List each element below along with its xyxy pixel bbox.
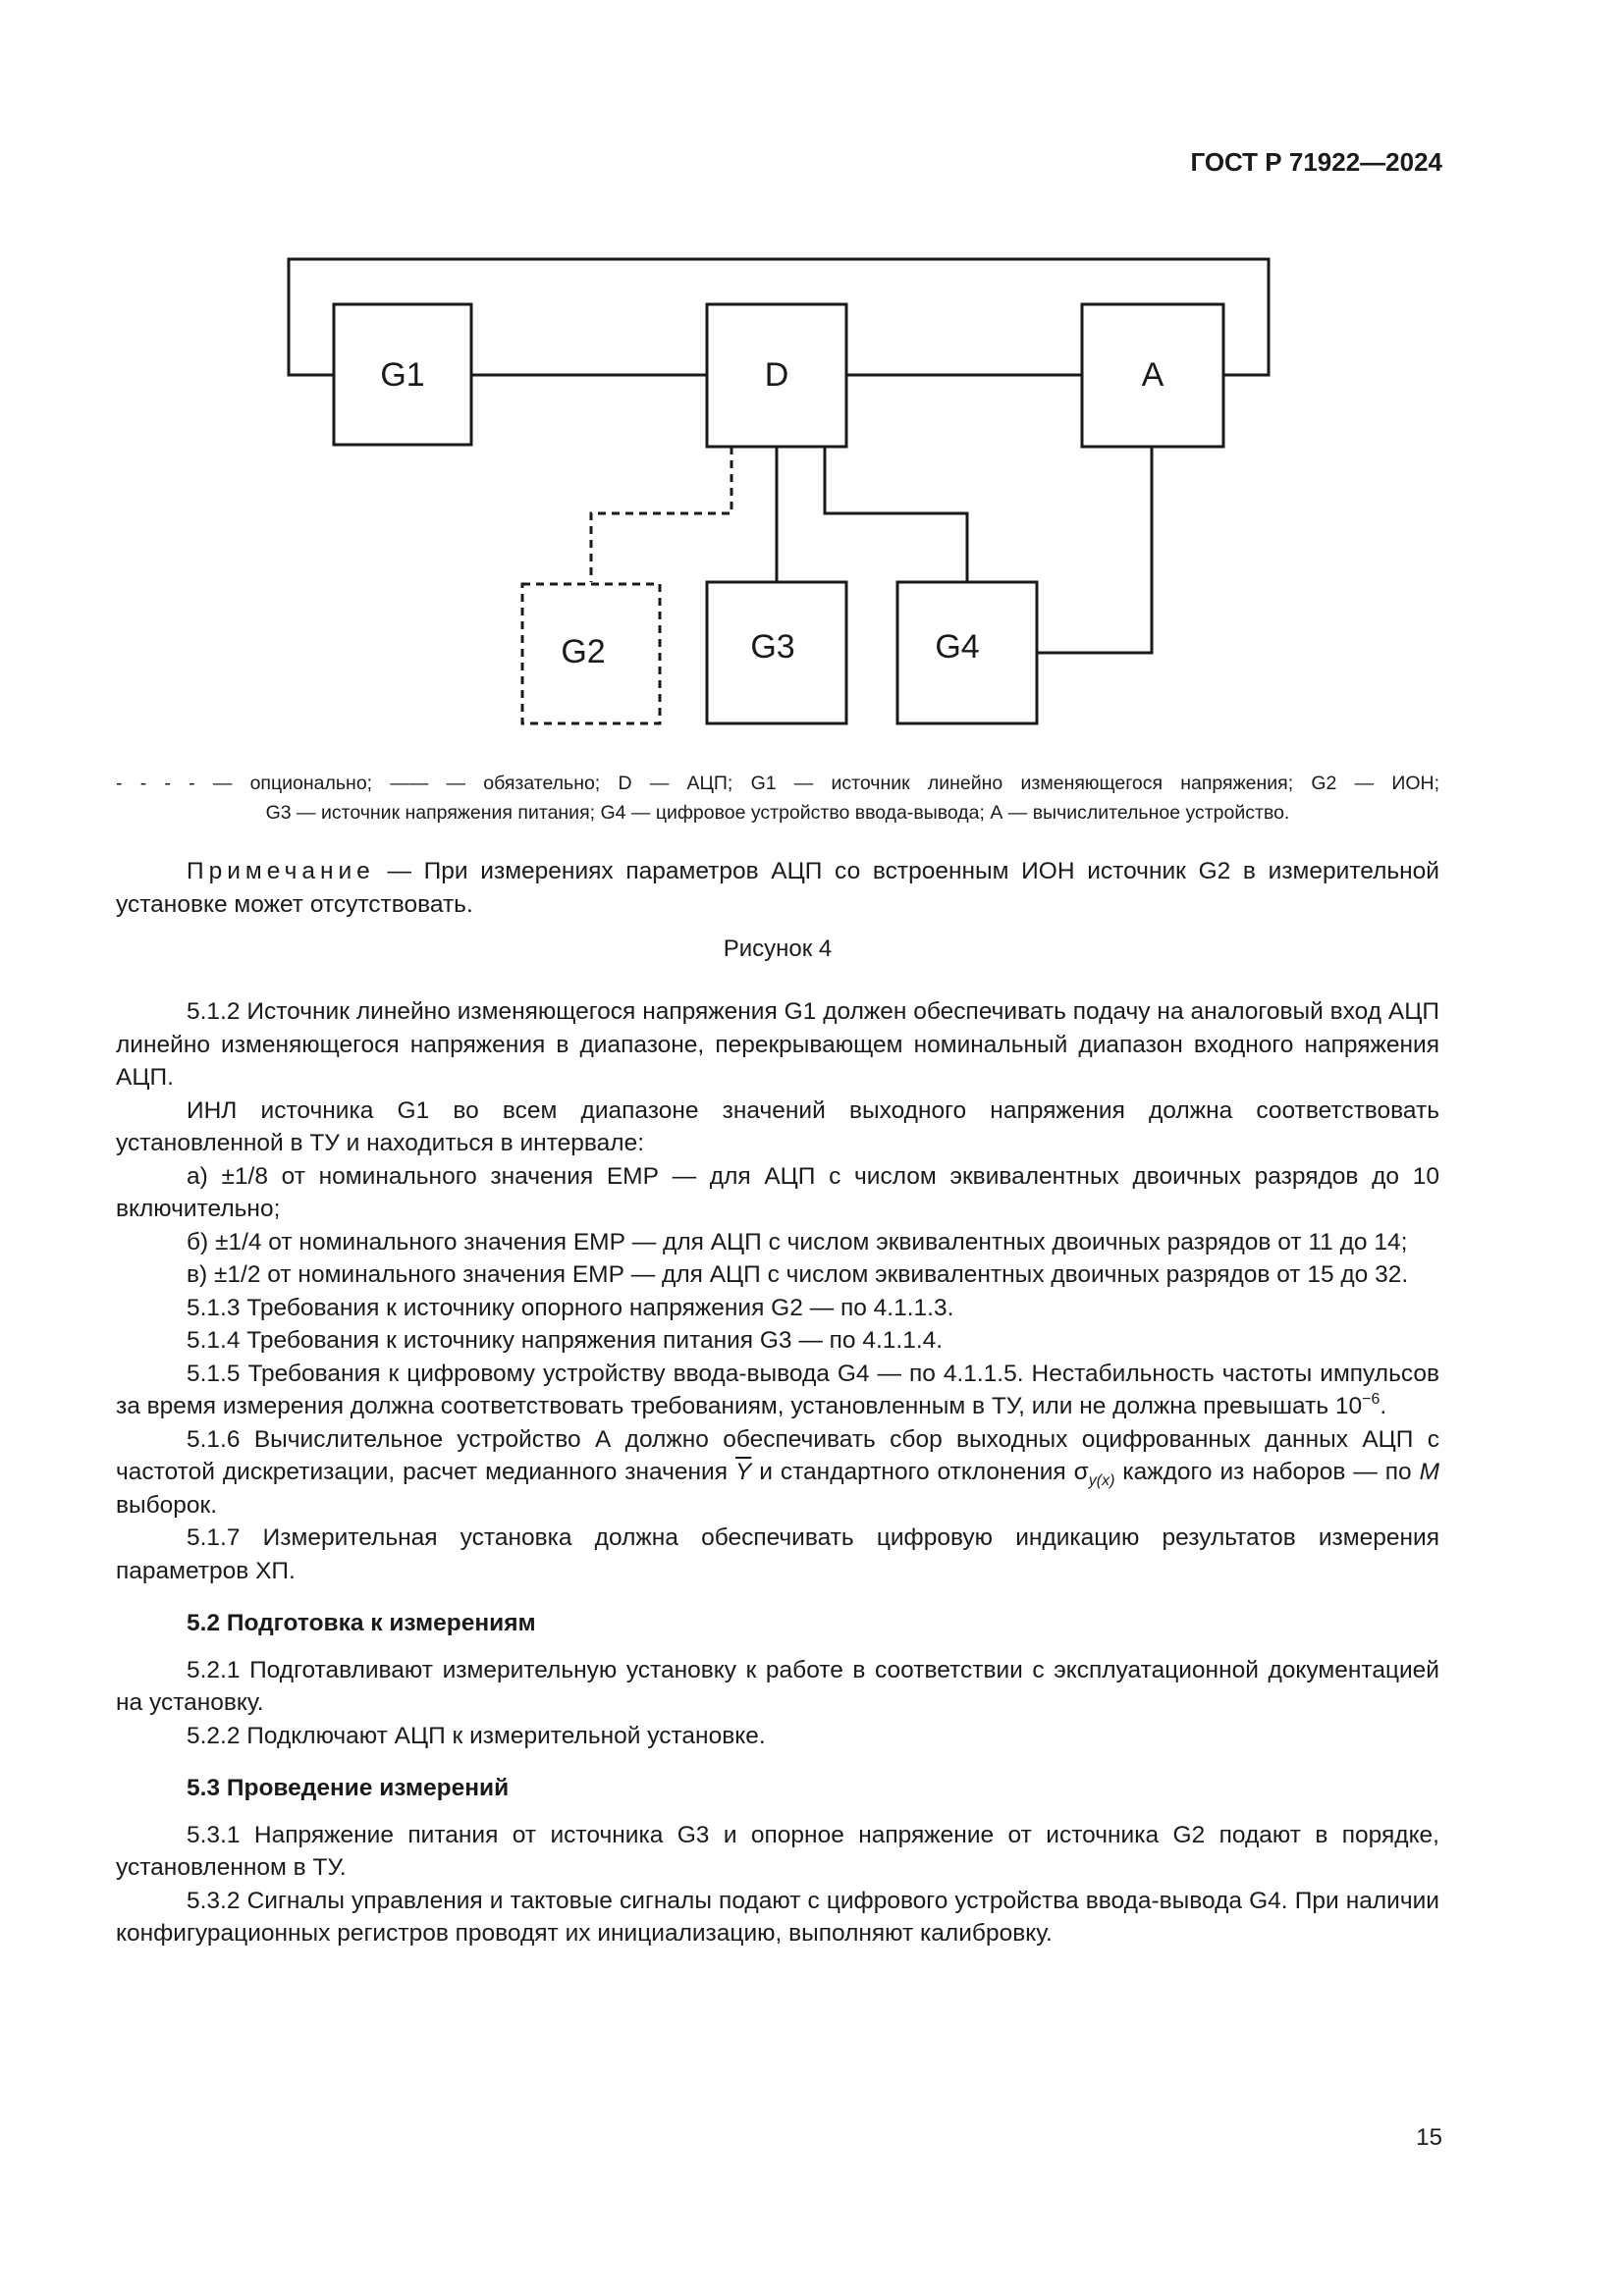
median-symbol: $\overline{Y}$ [734, 1459, 752, 1485]
paragraph-5-2-2: 5.2.2 Подключают АЦП к измерительной установке. [187, 1722, 766, 1749]
paragraph-5-3-2: 5.3.2 Сигналы управления и тактовые сигналы подают с цифрового устройства ввода-вывода G4. При наличии конфигурационных регистров проводят их инициализацию, выполняют калибровку. [116, 1887, 1439, 1947]
note-text: — При измерениях параметров АЦП со встроенным ИОН источник G2 в измерительной установке может отсутствовать. [116, 858, 1439, 918]
figure-caption: Рисунок 4 [723, 935, 833, 962]
block-diagram [275, 250, 1286, 731]
p516-part-c: каждого из наборов — по [1114, 1459, 1420, 1485]
diagram-legend-line-1: - - - - — опционально; —— — обязательно; D — АЦП; G1 — источник линейно изменяющегося напряжения; G2 — ИОН; [116, 773, 1439, 794]
label-g4: G4 [935, 628, 980, 666]
a-g4-connection [1037, 447, 1152, 653]
section-heading-5-3: 5.3 Проведение измерений [187, 1775, 510, 1801]
label-a: A [1141, 356, 1164, 394]
paragraph-5-1-3: 5.1.3 Требования к источнику опорного напряжения G2 — по 4.1.1.3. [187, 1294, 954, 1321]
d-g4-connection [825, 447, 967, 582]
paragraph-5-1-2-inl: ИНЛ источника G1 во всем диапазоне значений выходного напряжения должна соответствовать установленной в ТУ и находиться в интервале: [116, 1096, 1439, 1156]
paragraph-5-1-7: 5.1.7 Измерительная установка должна обеспечивать цифровую индикацию результатов измерения параметров ХП. [116, 1524, 1439, 1584]
document-header: ГОСТ Р 71922—2024 [1190, 147, 1442, 177]
paragraph-5-2-1: 5.2.1 Подготавливают измерительную установку к работе в соответствии с эксплуатационной документацией на установку. [116, 1656, 1439, 1716]
note-label: Примечание [187, 858, 375, 884]
paragraph-5-1-6 [116, 1423, 1439, 1522]
list-item-b: б) ±1/4 от номинального значения ЕМР — для АЦП с числом эквивалентных двоичных разрядов от 11 до 14; [187, 1228, 1408, 1255]
p516-part-b: и стандартного отклонения σ [751, 1459, 1089, 1485]
body-text [116, 995, 1439, 1950]
diagram-legend-line-2: G3 — источник напряжения питания; G4 — цифровое устройство ввода-вывода; А — вычислительное устройство. [265, 802, 1290, 824]
page-number: 15 [1416, 2124, 1442, 2151]
p515-text: 5.1.5 Требования к цифровому устройству ввода-вывода G4 — по 4.1.1.5. Нестабильность частоты импульсов за время измерения должна соответствовать требованиям, установленным в ТУ, или не должна превышать 10 [116, 1360, 1439, 1419]
label-g3: G3 [750, 628, 795, 666]
p515-exponent: −6 [1362, 1391, 1380, 1408]
label-g2: G2 [561, 633, 606, 670]
p516-part-a: 5.1.6 Вычислительное устройство А должно обеспечивать сбор выходных оцифрованных данных АЦП с частотой дискретизации, расчет медианного значения [116, 1425, 1439, 1485]
paragraph-5-1-4: 5.1.4 Требования к источнику напряжения питания G3 — по 4.1.1.4. [187, 1327, 944, 1354]
sigma-subscript: y(x) [1088, 1472, 1115, 1489]
sample-count-symbol: M [1419, 1459, 1440, 1485]
p516-part-d: выборок. [116, 1491, 218, 1519]
paragraph-5-1-5 [116, 1358, 1439, 1423]
list-item-a: а) ±1/8 от номинального значения ЕМР — для АЦП с числом эквивалентных двоичных разрядов до 10 включительно; [116, 1162, 1439, 1222]
section-heading-5-2: 5.2 Подготовка к измерениям [187, 1610, 536, 1636]
figure-note [116, 855, 1439, 921]
paragraph-5-1-2: 5.1.2 Источник линейно изменяющегося напряжения G1 должен обеспечивать подачу на аналоговый вход АЦП линейно изменяющегося напряжения в диапазоне, перекрывающем номинальный диапазон входного напряжения АЦП. [116, 998, 1439, 1091]
d-g2-optional-connection [591, 447, 731, 582]
label-g1: G1 [380, 356, 425, 394]
list-item-c: в) ±1/2 от номинального значения ЕМР — для АЦП с числом эквивалентных двоичных разрядов от 15 до 32. [187, 1261, 1409, 1288]
label-d: D [764, 356, 789, 394]
paragraph-5-3-1: 5.3.1 Напряжение питания от источника G3 и опорное напряжение от источника G2 подают в порядке, установленном в ТУ. [116, 1821, 1439, 1881]
p515-end: . [1380, 1393, 1387, 1419]
